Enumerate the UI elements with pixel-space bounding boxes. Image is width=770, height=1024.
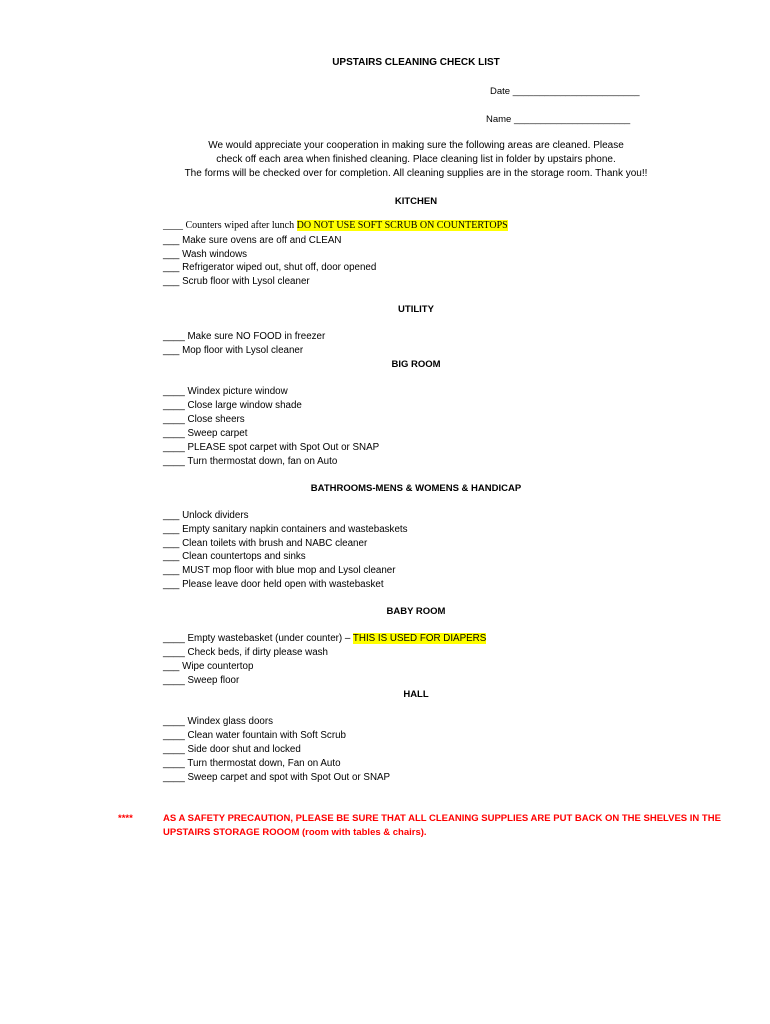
checklist-item: ____ Windex glass doors xyxy=(163,716,274,727)
checklist-item: ___ Unlock dividers xyxy=(163,510,249,521)
checklist-item: ___ Empty sanitary napkin containers and wastebaskets xyxy=(163,524,408,535)
checklist-item: ____ Sweep floor xyxy=(163,675,240,686)
baby-room-item-wastebasket-text: ____ Empty wastebasket (under counter) – xyxy=(163,633,353,644)
checklist-item: ____ PLEASE spot carpet with Spot Out or SNAP xyxy=(163,442,380,453)
baby-room-item-wastebasket xyxy=(163,633,486,644)
intro-line-2: check off each area when finished cleaning. Place cleaning list in folder by upstairs phone. xyxy=(216,154,616,165)
kitchen-item-counters-text: ____ Counters wiped after lunch xyxy=(163,220,297,231)
checklist-item: ____ Turn thermostat down, fan on Auto xyxy=(163,456,338,467)
checklist-item: ___ Scrub floor with Lysol cleaner xyxy=(163,276,310,287)
baby-room-diapers-highlight: THIS IS USED FOR DIAPERS xyxy=(352,633,487,644)
checklist-item: ____ Side door shut and locked xyxy=(163,744,301,755)
checklist-item: ___ Mop floor with Lysol cleaner xyxy=(163,345,304,356)
checklist-item: ___ Please leave door held open with wastebasket xyxy=(163,579,384,590)
checklist-item: ___ Clean toilets with brush and NABC cleaner xyxy=(163,538,368,549)
kitchen-heading: KITCHEN xyxy=(394,196,438,207)
checklist-item: ___ Refrigerator wiped out, shut off, door opened xyxy=(163,262,377,273)
name-field: Name ______________________ xyxy=(486,114,631,125)
checklist-item: ____ Windex picture window xyxy=(163,386,288,397)
hall-heading: HALL xyxy=(403,689,429,700)
checklist-item: ___ Make sure ovens are off and CLEAN xyxy=(163,235,342,246)
checklist-item: ____ Turn thermostat down, Fan on Auto xyxy=(163,758,341,769)
page-title: UPSTAIRS CLEANING CHECK LIST xyxy=(332,57,500,68)
kitchen-item-counters xyxy=(163,220,508,231)
checklist-item: ____ Check beds, if dirty please wash xyxy=(163,647,329,658)
warning-marker: **** xyxy=(118,813,133,824)
checklist-item: ____ Sweep carpet xyxy=(163,428,248,439)
kitchen-warning-highlight: DO NOT USE SOFT SCRUB ON COUNTERTOPS xyxy=(296,220,508,231)
date-field: Date ________________________ xyxy=(490,86,640,97)
checklist-item: ___ MUST mop floor with blue mop and Lysol cleaner xyxy=(163,565,396,576)
baby-room-heading: BABY ROOM xyxy=(386,606,446,617)
bathrooms-heading: BATHROOMS-MENS & WOMENS & HANDICAP xyxy=(310,483,522,494)
checklist-item: ___ Wipe countertop xyxy=(163,661,254,672)
intro-line-1: We would appreciate your cooperation in making sure the following areas are cleaned. Please xyxy=(208,140,624,151)
big-room-heading: BIG ROOM xyxy=(391,359,441,370)
utility-heading: UTILITY xyxy=(398,304,434,315)
checklist-item: ____ Sweep carpet and spot with Spot Out or SNAP xyxy=(163,772,391,783)
warning-line-1: AS A SAFETY PRECAUTION, PLEASE BE SURE THAT ALL CLEANING SUPPLIES ARE PUT BACK ON THE SHELVES IN THE xyxy=(163,813,721,824)
checklist-item: ____ Close large window shade xyxy=(163,400,302,411)
checklist-item: ___ Clean countertops and sinks xyxy=(163,551,306,562)
checklist-item: ___ Wash windows xyxy=(163,249,248,260)
checklist-item: ____ Clean water fountain with Soft Scrub xyxy=(163,730,346,741)
checklist-item: ____ Close sheers xyxy=(163,414,245,425)
checklist-item: ____ Make sure NO FOOD in freezer xyxy=(163,331,326,342)
warning-line-2: UPSTAIRS STORAGE ROOOM (room with tables & chairs). xyxy=(163,827,427,838)
intro-line-3: The forms will be checked over for completion. All cleaning supplies are in the storage room. Thank you!! xyxy=(184,168,648,179)
